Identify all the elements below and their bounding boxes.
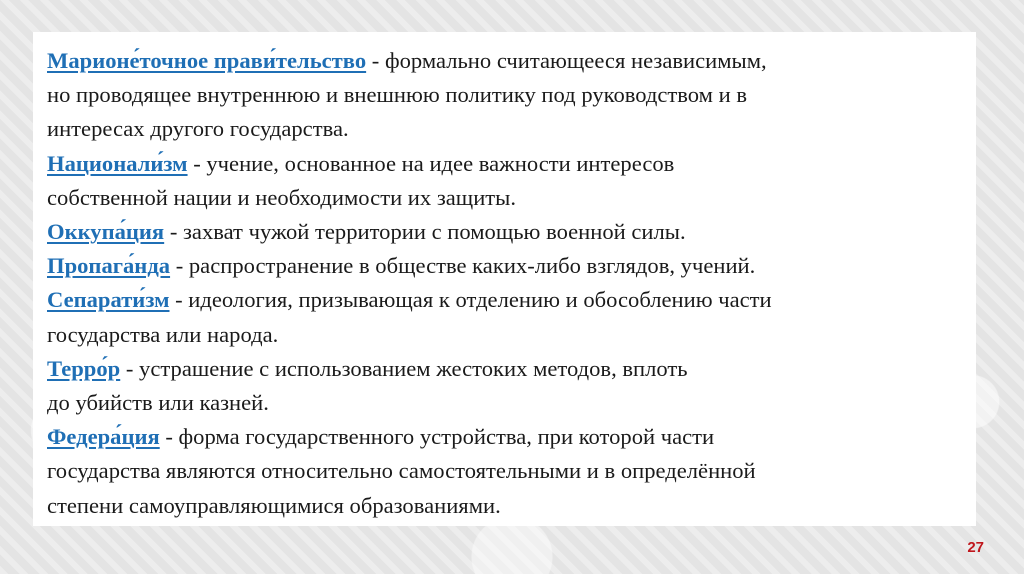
definition-text: - учение, основанное на идее важности интересов bbox=[187, 150, 675, 176]
definition-entry bbox=[47, 215, 962, 249]
definition-list bbox=[47, 44, 962, 523]
definition-text: государства являются относительно самостоятельными и в определённой bbox=[47, 458, 756, 484]
definition-text: - распространение в обществе каких-либо взглядов, учений. bbox=[170, 253, 756, 279]
term-occupation[interactable]: Оккупа́ция bbox=[47, 219, 165, 245]
definition-entry bbox=[47, 147, 962, 215]
definition-text: но проводящее внутреннюю и внешнюю политику под руководством и в bbox=[47, 82, 748, 108]
definition-entry bbox=[47, 352, 962, 420]
definition-text: степени самоуправляющимися образованиями. bbox=[47, 492, 501, 518]
term-propaganda[interactable]: Пропага́нда bbox=[47, 253, 171, 279]
definition-text: - устрашение с использованием жестоких методов, вплоть bbox=[120, 355, 688, 381]
definition-text: интересах другого государства. bbox=[47, 116, 349, 142]
slide-content bbox=[33, 32, 976, 526]
term-nationalism[interactable]: Национали́зм bbox=[47, 150, 188, 176]
definition-text: государства или народа. bbox=[47, 321, 279, 347]
definition-entry bbox=[47, 283, 962, 351]
term-terror[interactable]: Терро́р bbox=[47, 355, 121, 381]
term-puppet-government[interactable]: Марионе́точное прави́тельство bbox=[47, 48, 367, 73]
term-federation[interactable]: Федера́ция bbox=[47, 424, 160, 450]
definition-text: собственной нации и необходимости их защиты. bbox=[47, 184, 516, 210]
page-number: 27 bbox=[967, 539, 984, 556]
term-separatism[interactable]: Сепарати́зм bbox=[47, 287, 170, 313]
definition-entry bbox=[47, 249, 962, 283]
definition-text: - идеология, призывающая к отделению и обособлению части bbox=[169, 287, 772, 313]
definition-text: до убийств или казней. bbox=[47, 390, 269, 416]
definition-entry bbox=[47, 44, 962, 147]
definition-text: - захват чужой территории с помощью военной силы. bbox=[164, 219, 686, 245]
definition-text: - форма государственного устройства, при которой части bbox=[159, 424, 715, 450]
definition-text: - формально считающееся независимым, bbox=[366, 48, 767, 73]
definition-entry bbox=[47, 420, 962, 523]
